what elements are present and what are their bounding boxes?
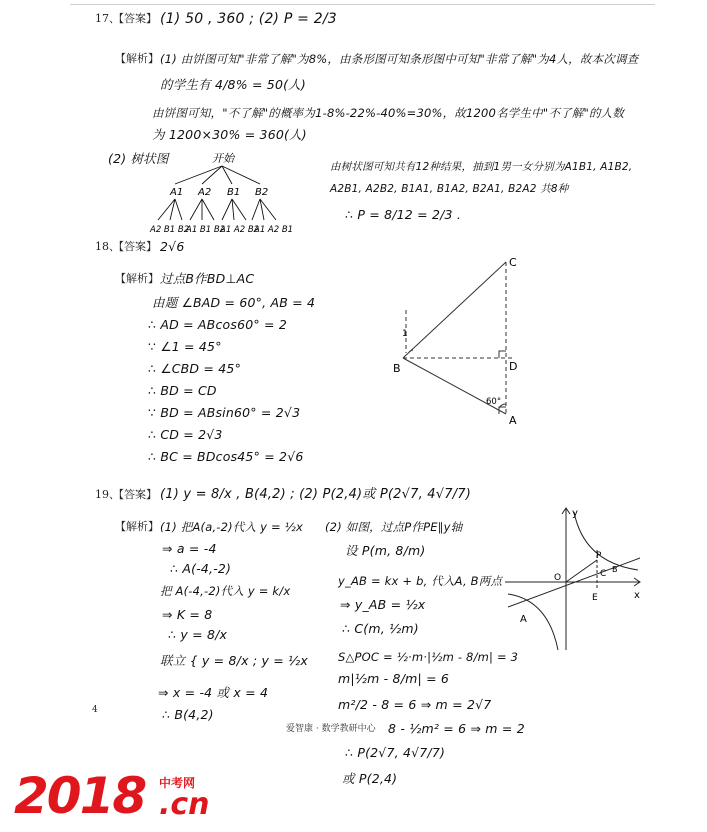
q17-tree-heading: (2) 树状图 [108,151,169,166]
q19-right-step-8: m²/2 - 8 = 6 ⇒ m = 2√7 [338,697,492,712]
q19-coordinate-figure [500,500,650,655]
label-b: B [393,362,401,375]
logo-small-text: 中考网 [159,776,196,790]
site-logo [14,768,234,824]
label-d: D [509,360,518,373]
q18-step-4: ∵ ∠1 = 45° [148,339,222,354]
fig19-label-x: x [634,590,640,601]
q19-analysis-tag: 【解析】 [115,520,159,533]
q17-number: 17、 [95,12,120,25]
right-angle-d [499,351,506,358]
q18-number: 18、 [95,240,120,253]
label-angle-1: 1 [402,329,408,339]
q17-analysis-line-4: 为 1200×30% = 360(人) [152,127,307,142]
q19-right-step-3: y_AB = kx + b, 代入A, B两点 [338,574,503,588]
page-number: 4 [92,705,98,715]
fig19-label-a: A [520,614,527,625]
q19-right-step-9: 8 - ½m² = 6 ⇒ m = 2 [388,721,525,736]
tree-node-a2: A2 [198,187,212,198]
q19-left-step-6: ∴ y = 8/x [168,627,228,642]
q19-right-step-7: m|½m - 8/m| = 6 [338,671,450,686]
q18-step-7: ∵ BD = ABsin60° = 2√3 [148,405,301,420]
q17-analysis-tag: 【解析】 [115,52,159,65]
tree-root-label: 开始 [212,152,234,165]
tree-node-b2: B2 [255,187,269,198]
q19-left-step-3: ∴ A(-4,-2) [170,561,232,576]
q18-step-6: ∴ BD = CD [148,383,217,398]
q18-step-8: ∴ CD = 2√3 [148,427,223,442]
tree-leaves-a1: A2 B1 B2 [150,225,190,235]
fig19-label-b: B [612,565,618,574]
hyperbola-branch-q3 [508,594,558,650]
q17-analysis-line-3: 由饼图可知，"不了解"的概率为1-8%-22%-40%=30%，故1200名学生中"不了解"的人数 [152,106,625,120]
tree-leaves-b2: A1 A2 B1 [254,225,294,235]
q19-right-step-10: ∴ P(2√7, 4√7/7) [345,745,446,760]
logo-domain: .cn [159,787,210,822]
fig19-label-y: y [572,508,578,519]
angle-mark-1 [409,350,413,352]
top-rule [70,4,655,5]
fig19-label-p: P [596,551,602,561]
q17-tree-explain-1: 由树状图可知共有12种结果，抽到1男一女分别为A1B1, A1B2, [330,161,633,173]
label-a: A [509,414,517,427]
q19-right-step-2: 设 P(m, 8/m) [345,543,426,558]
tree-edges-level2 [158,199,276,220]
label-c: C [509,256,517,269]
q18-answer: 2√6 [160,239,185,254]
segment-op [566,560,597,582]
q19-right-step-6: S△POC = ½·m·|½m - 8/m| = 3 [338,650,519,664]
label-angle-60: 60° [486,397,502,407]
q17-answer: (1) 50 , 360 ; (2) P = 2/3 [160,11,337,27]
q17-analysis-line-1: (1) 由饼图可知"非常了解"为8%，由条形图可知条形图中可知"非常了解"为4人，故本次调查 [160,52,639,66]
fig19-label-o: O [554,573,562,583]
fig19-label-e: E [592,593,598,603]
q17-tree-result: ∴ P = 8/12 = 2/3 . [345,207,462,222]
q17-tree-explain-2: A2B1, A2B2, B1A1, B1A2, B2A1, B2A2 共8种 [330,183,569,195]
tree-leaves-a2: A1 B1 B2 [186,225,226,235]
q18-triangle-figure [385,248,545,433]
tree-node-a1: A1 [170,187,184,198]
q19-left-step-7: 联立 { y = 8/x ; y = ½x [160,653,308,668]
segment-bc [403,262,506,358]
logo-number: 2018 [14,767,146,825]
q18-step-5: ∴ ∠CBD = 45° [148,361,242,376]
footer-center: 爱智康 · 数学教研中心 [286,724,376,734]
q19-left-step-1: (1) 把A(a,-2)代入 y = ½x [160,520,304,534]
q18-step-3: ∴ AD = ABcos60° = 2 [148,317,288,332]
q19-left-step-4: 把 A(-4,-2)代入 y = k/x [160,584,291,598]
q19-left-step-9: ∴ B(4,2) [162,707,214,722]
q19-left-step-5: ⇒ K = 8 [162,607,213,622]
fig19-label-c: C [600,569,607,579]
tree-edges-level1 [175,166,260,184]
q19-left-step-8: ⇒ x = -4 或 x = 4 [158,685,269,700]
q17-tree-diagram [140,150,310,245]
tree-node-b1: B1 [227,187,241,198]
q19-answer-tag: 【答案】 [113,488,157,501]
q18-step-2: 由题 ∠BAD = 60°, AB = 4 [152,295,316,310]
q17-analysis-line-2: 的学生有 4/8% = 50(人) [160,77,306,92]
q19-answer: (1) y = 8/x , B(4,2) ; (2) P(2,4)或 P(2√7, 4√7/7) [160,487,472,502]
q19-right-step-4: ⇒ y_AB = ½x [340,597,426,612]
q18-step-1: 过点B作BD⊥AC [160,271,255,286]
q19-right-step-1: (2) 如图，过点P作PE∥y轴 [325,520,463,534]
q18-answer-tag: 【答案】 [113,240,157,253]
q18-analysis-tag: 【解析】 [115,272,159,285]
q19-number: 19、 [95,488,120,501]
tree-leaves-b1: A1 A2 B2 [220,225,260,235]
q19-left-step-2: ⇒ a = -4 [162,541,217,556]
q18-step-9: ∴ BC = BDcos45° = 2√6 [148,449,304,464]
q17-answer-tag: 【答案】 [113,12,157,25]
q19-right-step-5: ∴ C(m, ½m) [342,621,419,636]
q19-right-step-11: 或 P(2,4) [342,771,398,786]
hyperbola-branch-q1 [574,512,638,570]
